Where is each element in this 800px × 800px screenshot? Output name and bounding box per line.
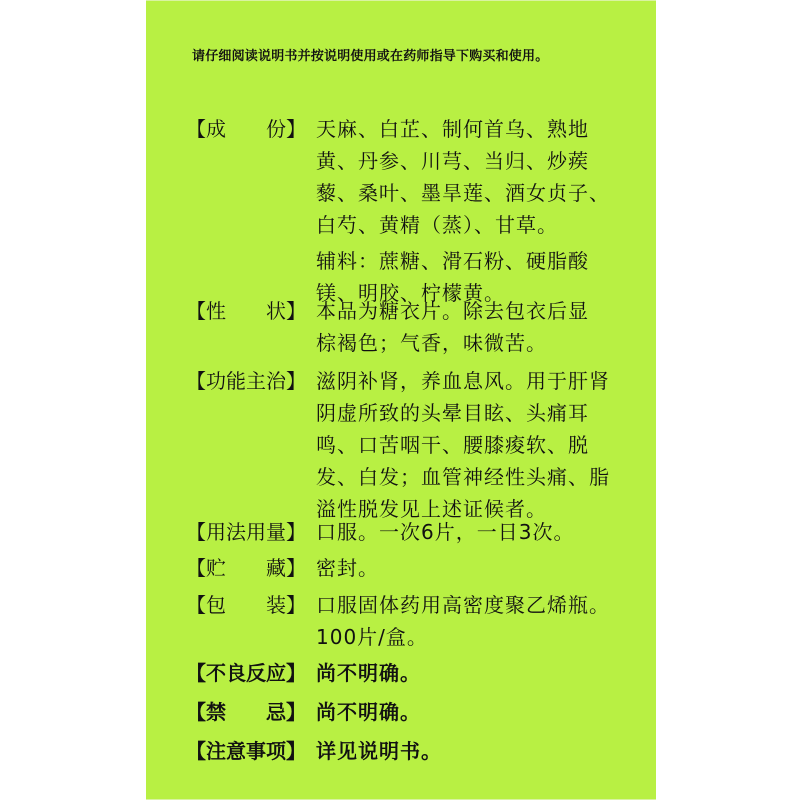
content-line: 详见说明书。 xyxy=(316,739,442,763)
section-label: 【性 状】 xyxy=(186,299,306,323)
section-content xyxy=(316,696,636,728)
section-label: 【不良反应】 xyxy=(186,661,306,685)
section-label: 【注意事项】 xyxy=(186,739,306,763)
content-line: 阴虚所致的头晕目眩、头痛耳 xyxy=(316,401,589,425)
section-content xyxy=(316,365,636,525)
section-label: 【成 份】 xyxy=(186,117,306,141)
section-content xyxy=(316,552,636,584)
section-label: 【贮 藏】 xyxy=(186,556,306,580)
content-line: 天麻、白芷、制何首乌、熟地 xyxy=(316,117,589,141)
content-line: 发、白发；血管神经性头痛、脂 xyxy=(316,465,610,489)
content-line: 鸣、口苦咽干、腰膝痠软、脱 xyxy=(316,433,589,457)
content-line: 口服固体药用高密度聚乙烯瓶。 xyxy=(316,593,610,617)
content-line: 棕褐色；气香，味微苦。 xyxy=(316,331,547,355)
content-line: 白芍、黄精（蒸）、甘草。 xyxy=(316,213,558,237)
content-line: 密封。 xyxy=(316,556,379,580)
content-line: 100片/盒。 xyxy=(316,625,428,649)
section-content xyxy=(316,657,636,689)
section-label: 【包 装】 xyxy=(186,593,306,617)
section-label: 【禁 忌】 xyxy=(186,700,306,724)
package-insert-panel xyxy=(146,0,656,800)
content-line: 辅料：蔗糖、滑石粉、硬脂酸 xyxy=(316,249,589,273)
section-label: 【功能主治】 xyxy=(186,369,306,393)
content-line: 溢性脱发见上述证候者。 xyxy=(316,497,547,521)
section-content xyxy=(316,516,636,548)
content-line: 镁、明胶、柠檬黄。 xyxy=(316,281,505,305)
section-content xyxy=(316,113,636,309)
section-label: 【用法用量】 xyxy=(186,520,306,544)
content-line: 本品为糖衣片。除去包衣后显 xyxy=(316,299,589,323)
section-content xyxy=(316,295,636,359)
usage-notice: 请仔细阅读说明书并按说明使用或在药师指导下购买和使用。 xyxy=(192,49,549,64)
content-line: 藜、桑叶、墨旱莲、酒女贞子、 xyxy=(316,181,610,205)
content-line: 尚不明确。 xyxy=(316,661,421,685)
content-line: 黄、丹参、川芎、当归、炒蒺 xyxy=(316,149,589,173)
section-content xyxy=(316,589,636,653)
content-line: 口服。一次6片，一日3次。 xyxy=(316,520,575,544)
section-content xyxy=(316,735,636,767)
content-line: 滋阴补肾，养血息风。用于肝肾 xyxy=(316,369,610,393)
content-line: 尚不明确。 xyxy=(316,700,421,724)
